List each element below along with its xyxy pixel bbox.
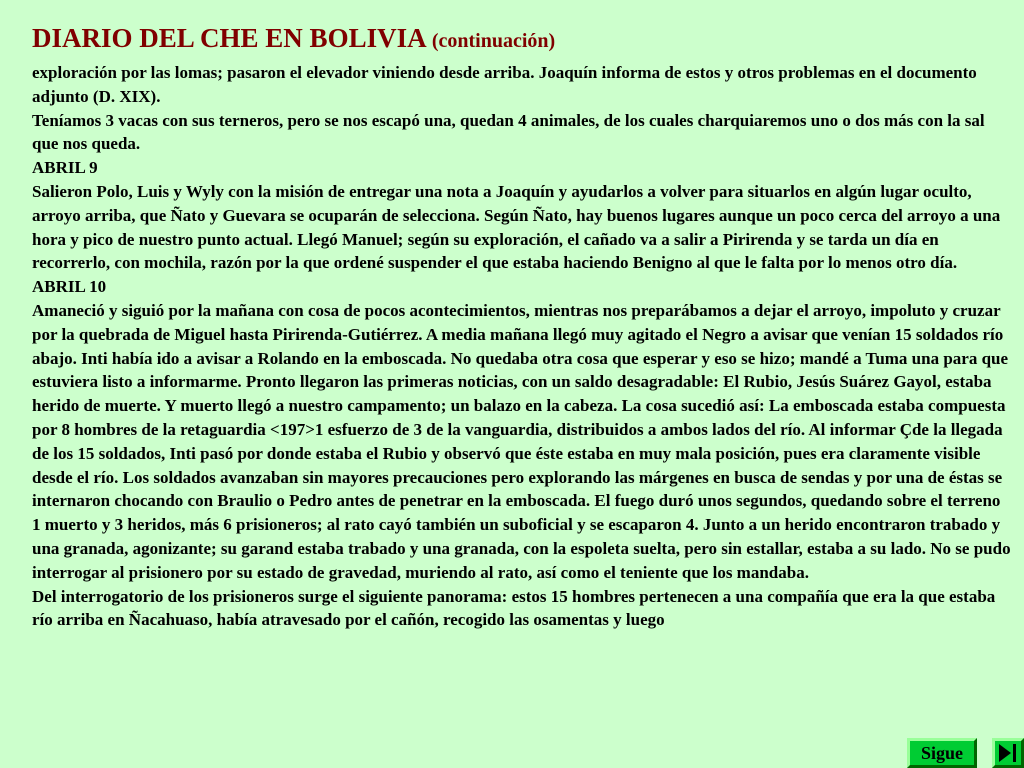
- date-heading: ABRIL 9: [32, 158, 98, 178]
- paragraph: Amaneció y siguió por la mañana con cosa de pocos acontecimientos, mientras nos preparábamos a dejar el arroyo, impoluto y cruzar por la quebrada de Miguel hasta Pirirenda-Gutiérrez. A media mañana llegó muy agitado el Negro a avisar que venían 15 soldados río abajo. Inti había ido a avisar a Rolando en la emboscada. No quedaba otra cosa que esperar y eso se hizo; mandé a Tuma una para que estuviera listo a informarme. Pronto llegaron las primeras noticias, con un saldo desagradable: El Rubio, Jesús Suárez Gayol, estaba herido de muerte. Y muerto llegó a nuestro campamento; un balazo en la cabeza. La cosa sucedió así: La emboscada estaba compuesta por 8 hombres de la retaguardia <197>1 esfuerzo de 3 de la vanguardia, distribuidos a ambos lados del río. Al informar Çde la llegada de los 15 soldados, Inti pasó por donde estaba el Rubio y observó que éste estaba en muy mala posición, pues era claramente visible desde el río. Los soldados avanzaban sin mayores precauciones pero explorando las márgenes en busca de sendas y por una de éstas se internaron chocando con Braulio o Pedro antes de penetrar en la emboscada. El fuego duró unos segundos, quedando sobre el terreno 1 muerto y 3 heridos, más 6 prisioneros; al rato cayó también un suboficial y se escaparon 4. Junto a un herido encontraron trabado y una granada, agonizante; su garand estaba trabado y una granada, con la espoleta suelta, pero sin estallar, estaba a su lado. No se pudo interrogar al prisionero por su estado de gravedad, muriendo al rato, así como el teniente que los mandaba.: [32, 300, 1011, 582]
- date-heading: ABRIL 10: [32, 277, 107, 297]
- paragraph: exploración por las lomas; pasaron el elevador viniendo desde arriba. Joaquín informa de estos y otros problemas en el documento adjunto (D. XIX).: [32, 63, 977, 106]
- end-icon: [995, 741, 1021, 765]
- next-button[interactable]: Sigue: [907, 738, 977, 768]
- title-text: DIARIO DEL CHE EN BOLIVIA: [32, 23, 426, 53]
- paragraph: Teníamos 3 vacas con sus terneros, pero se nos escapó una, quedan 4 animales, de los cuales charquiaremos uno o dos más con la sal que nos queda.: [32, 110, 985, 154]
- paragraph: Salieron Polo, Luis y Wyly con la misión de entregar una nota a Joaquín y ayudarlos a volver para situarlos en algún lugar oculto, arroyo arriba, que Ñato y Guevara se ocuparán de selecciona. Según Ñato, hay buenos lugares aunque un poco cerca del arroyo a una hora y pico de nuestro punto actual. Llegó Manuel; según su exploración, el cañado va a salir a Pirirenda y se tarda un día en recorrerlo, con mochila, razón por la que ordené suspender el que estaba haciendo Benigno al que le falta por lo menos otro día.: [32, 181, 1001, 273]
- paragraph: Del interrogatorio de los prisioneros surge el siguiente panorama: estos 15 hombres pertenecen a una compañía que era la que estaba río arriba en Ñacahuaso, había atravesado por el cañón, recogido las osamentas y luego: [32, 586, 996, 630]
- last-page-button[interactable]: [992, 738, 1024, 768]
- title-subtitle: (continuación): [431, 30, 556, 52]
- page-title: [32, 21, 555, 58]
- diary-text: [32, 61, 1012, 632]
